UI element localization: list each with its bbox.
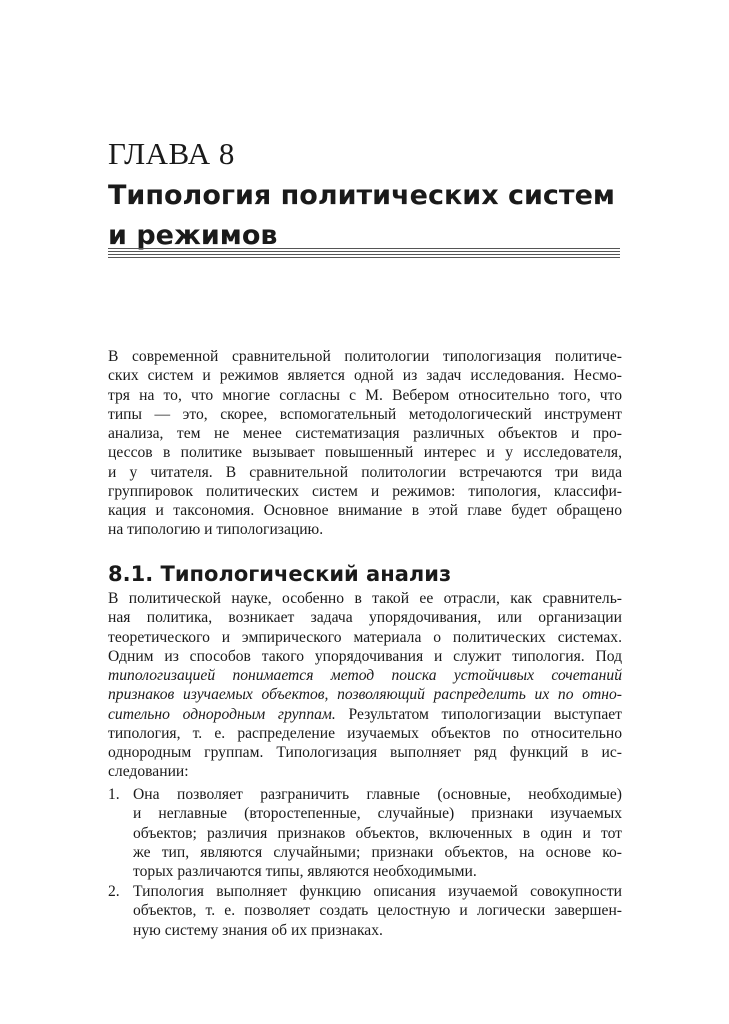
definition-italic: сительно однородным группам. (108, 705, 336, 723)
list-number: 2. (108, 883, 120, 900)
body-line: теоретического и эмпирического материала о политических системах. (108, 628, 622, 646)
body-line-mixed (108, 705, 622, 724)
intro-line: В современной сравнительной политологии типологизация политиче- (108, 348, 622, 365)
section-paragraph (108, 589, 622, 782)
chapter-title-line-1: Типология политических систем (108, 180, 615, 211)
section-heading: 8.1. Типологический анализ (108, 562, 452, 586)
body-line: ная политика, возникает задача упорядочивания, или организации (108, 609, 622, 627)
body-line-italic (108, 685, 622, 704)
body-line-italic (108, 666, 622, 685)
list-number: 1. (108, 786, 120, 803)
list-line: Она позволяет разграничить главные (основные, необходимые) (133, 786, 622, 803)
intro-paragraph (108, 347, 622, 540)
list-line: же тип, являются случайными; признаки объектов, на основе ко- (133, 843, 622, 861)
intro-line: анализа, тем не менее систематизация различных объектов и про- (108, 425, 622, 442)
list-line: торых различаются типы, являются необходимыми. (133, 863, 477, 880)
intro-line: кация и таксономия. Основное внимание в этой главе будет обращено (108, 502, 622, 519)
list-text (133, 882, 622, 940)
title-rule-4 (108, 257, 620, 258)
intro-line: на типологию и типологизацию. (108, 521, 324, 539)
intro-line: и у читателя. В сравнительной политологии встречаются три вида (108, 463, 622, 481)
list-line: и неглавные (второстепенные, случайные) признаки изучаемых (133, 805, 622, 823)
body-line: следовании: (108, 763, 189, 781)
intro-line: цессов в политике вызывает повышенный интерес и у исследователя, (108, 444, 622, 462)
body-line: однородным группам. Типологизация выполняет ряд функций в ис- (108, 744, 622, 761)
title-rule-2 (108, 251, 620, 252)
body-line: Одним из способов такого упорядочивания и служит типология. Под (108, 647, 622, 665)
intro-line: группировок политических систем и режимов: типология, классифи- (108, 482, 622, 500)
list-text (133, 785, 622, 881)
definition-italic: типологизацией понимается метод поиска устойчивых сочетаний (108, 667, 622, 684)
chapter-label: ГЛАВА 8 (108, 136, 235, 171)
body-line: В политической науке, особенно в такой ее отрасли, как сравнитель- (108, 590, 622, 607)
definition-italic: признаков изучаемых объектов, позволяющий распределить их по отно- (108, 686, 622, 704)
body-line: типология, т. е. распределение изучаемых объектов по относительно (108, 724, 622, 742)
title-rule-1 (108, 248, 620, 249)
list-line: объектов, т. е. позволяет создать целостную и логически завершен- (133, 902, 622, 920)
intro-line: тря на то, что многие согласны с М. Вебером относительно того, что (108, 386, 622, 404)
list-line: объектов; различия признаков объектов, включенных в один и тот (133, 824, 622, 842)
intro-line: типы — это, скорее, вспомогательный методологический инструмент (108, 405, 622, 423)
title-rule-3 (108, 254, 620, 255)
list-line: Типология выполняет функцию описания изучаемой совокупности (133, 883, 622, 900)
intro-line: ских систем и режимов является одной из задач исследования. Несмо- (108, 367, 622, 385)
chapter-title-line-2: и режимов (108, 220, 278, 251)
body-text: Результатом типологизации выступает (335, 705, 622, 723)
list-line: ную систему знания об их признаках. (133, 921, 383, 939)
chapter-title (108, 176, 628, 256)
